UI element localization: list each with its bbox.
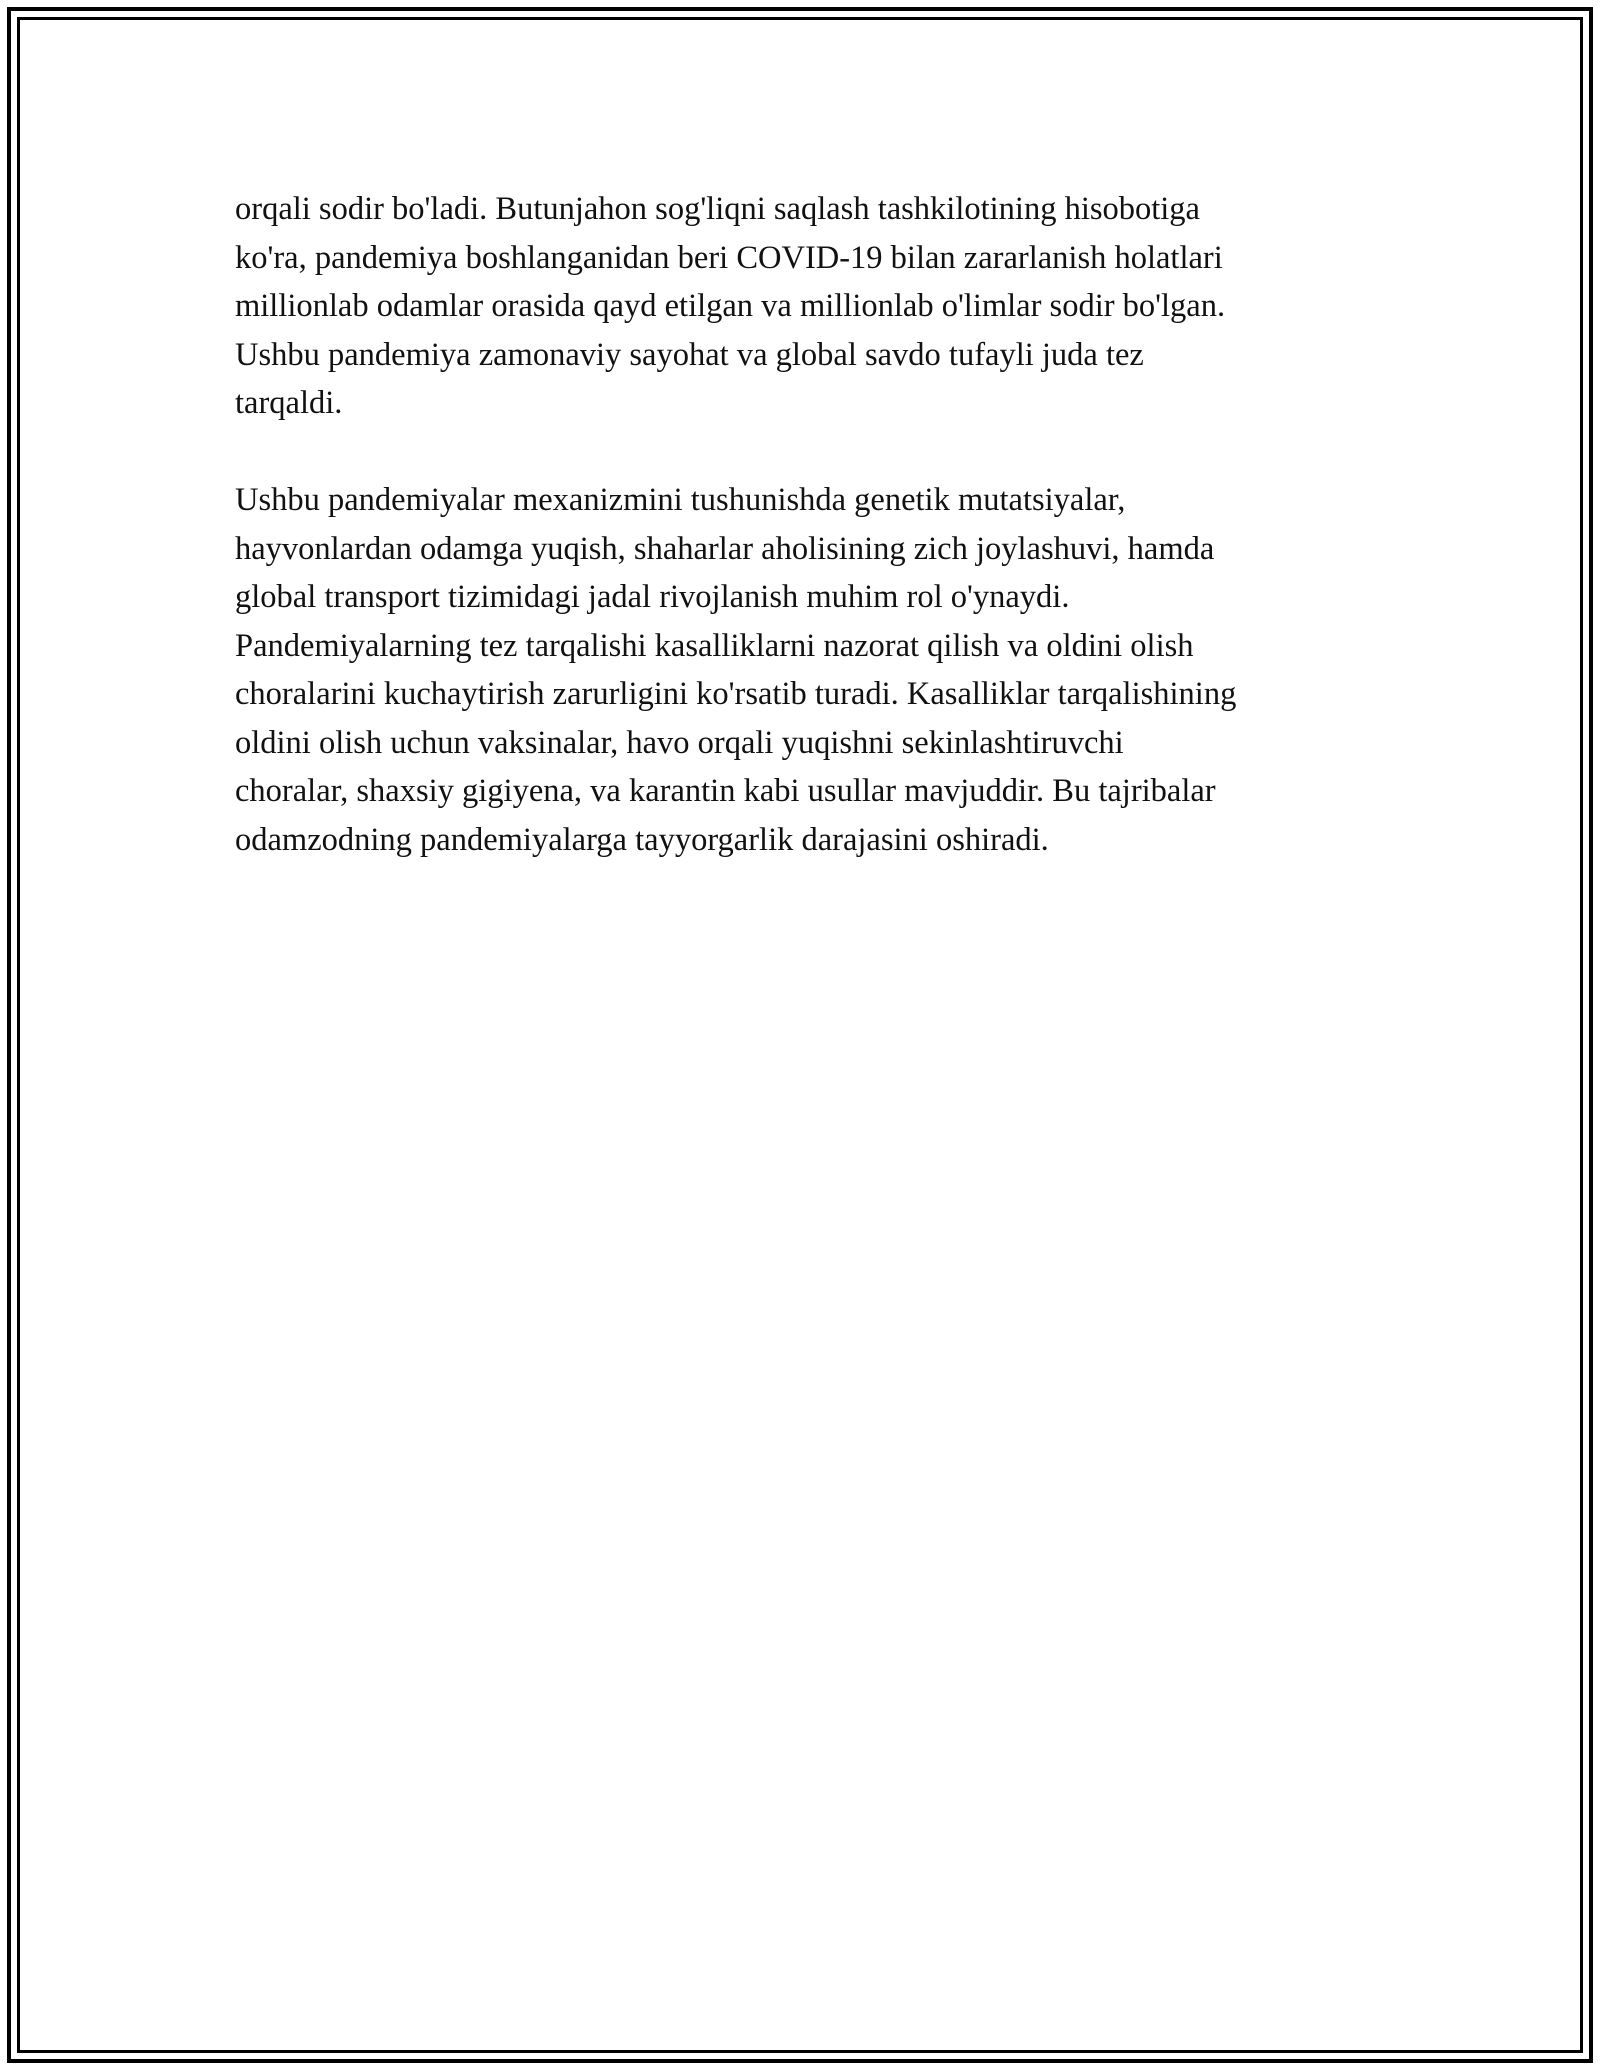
paragraph-1 — [235, 185, 1385, 428]
text-line: millionlab odamlar orasida qayd etilgan va millionlab o'limlar sodir bo'lgan. — [235, 288, 1226, 324]
text-line: odamzodning pandemiyalarga tayyorgarlik darajasini oshiradi. — [235, 821, 1049, 858]
text-line: orqali sodir bo'ladi. Butunjahon sog'liqni saqlash tashkilotining hisobotiga — [235, 191, 1200, 227]
text-line: Pandemiyalarning tez tarqalishi kasalliklarni nazorat qilish va oldini olish — [235, 627, 1194, 664]
text-line: global transport tizimidagi jadal rivojlanish muhim rol o'ynaydi. — [235, 579, 1070, 615]
text-line: oldini olish uchun vaksinalar, havo orqali yuqishni sekinlashtiruvchi — [235, 724, 1124, 761]
text-line: choralar, shaxsiy gigiyena, va karantin kabi usullar mavjuddir. Bu tajribalar — [235, 773, 1216, 809]
text-line: tarqaldi. — [235, 385, 343, 421]
text-line: ko'ra, pandemiya boshlanganidan beri COVID-19 bilan zararlanish holatlari — [235, 239, 1223, 276]
text-line: Ushbu pandemiyalar mexanizmini tushunishda genetik mutatsiyalar, — [235, 482, 1126, 518]
text-line: Ushbu pandemiya zamonaviy sayohat va global savdo tufayli juda tez — [235, 336, 1144, 373]
paragraph-2 — [235, 476, 1385, 864]
text-line: hayvonlardan odamga yuqish, shaharlar aholisining zich joylashuvi, hamda — [235, 530, 1215, 567]
text-line: choralarini kuchaytirish zarurligini ko'rsatib turadi. Kasalliklar tarqalishining — [235, 676, 1237, 712]
document-body — [235, 185, 1385, 864]
